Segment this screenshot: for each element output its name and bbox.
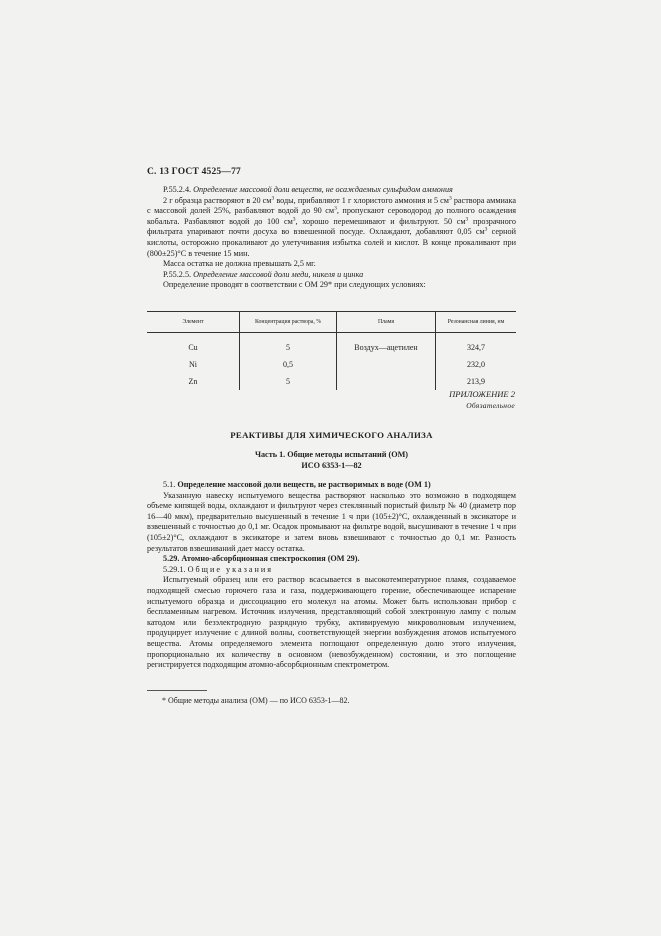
section-p5524 (147, 185, 516, 291)
appendix-title: ПРИЛОЖЕНИЕ 2 (449, 389, 515, 399)
section-529-heading: 5.29. Атомно-абсорбционная спектроскопия (ОМ 29). (163, 554, 360, 564)
section-p5524-body: 2 г образца растворяют в 20 $см^3$ воды, прибавляют 1 г хлористого аммония и 5 $см^3$ раствора аммиака с массовой долей 25%, разбавляют водой до 90 $см^3$, пропускают сероводород до полного осаждения кобальта. Разбавляют водой до 100 $см^3$, хорошо перемешивают и фильтруют. 50 $см^3$ прозрачного фильтрата упаривают почти досуха во взвешенной посуде. Охлаждают, добавляют 0,05 $см^3$ серной кислоты, осторожно прокаливают до улетучивания избытка солей и кислот. В конце прокаливают при (800±25)°С в течение 15 мин. (147, 194, 517, 258)
table-row (147, 356, 516, 373)
footnote-divider (147, 690, 207, 691)
cell-line: 232,0 (436, 356, 517, 373)
footnote: * Общие методы анализа (ОМ) — по ИСО 6353-1—82. (162, 696, 350, 705)
conditions-table (147, 311, 516, 390)
table-row (147, 333, 516, 357)
page-header: С. 13 ГОСТ 4525—77 (147, 167, 241, 177)
cell-line: 324,7 (436, 333, 517, 357)
main-title: РЕАКТИВЫ ДЛЯ ХИМИЧЕСКОГО АНАЛИЗА (230, 430, 433, 440)
section-p5525-body: Определение проводят в соответствии с ОМ 29* при следующих условиях: (163, 280, 426, 290)
column-header-line: Резонансная линия, нм (436, 312, 517, 333)
section-5291-body: Испытуемый образец или его раствор всасывается в высокотемпературное пламя, создаваемое подходящей смесью горючего газа и газа, поддерживающего горение, обеспечивающее испарение испытуемого образца и диссоциацию его молекул на атомы. Может быть использован прибор с беспламенным нагревом. Источник излучения, представляющий собой электронную лампу с полым катодом или безэлектродную разрядную трубку, активируемую микроволновым излучением, продуцирует излучение с длиной волны, соответствующей энергии возбуждения атомов испытуемого вещества. Атомы определяемого элемента поглощают определенную долю этого излучения, пропорционально их количеству в основном (невозбужденном) состоянии, и это поглощение регистрируется подходящим атомно-абсорбционным спектрометром. (147, 575, 516, 670)
section-5291-heading: 5.29.1. Общие указания (163, 564, 273, 574)
column-header-flame: Пламя (337, 312, 436, 333)
part-title: Часть 1. Общие методы испытаний (ОМ) ИСО 6353-1—82 (254, 450, 409, 470)
section-p5525-heading: Р.55.2.5. Определение массовой доли меди, никеля и цинка (163, 269, 364, 279)
section-51 (147, 480, 516, 671)
section-51-heading: 5.1. Определение массовой доли веществ, не растворимых в воде (ОМ 1) (163, 480, 431, 489)
table-header-row (147, 312, 516, 333)
mass-limit-line: Масса остатка не должна превышать 2,5 мг. (163, 259, 316, 269)
cell-element: Ni (189, 360, 197, 369)
cell-element: Zn (188, 377, 198, 386)
appendix-label (449, 388, 515, 412)
cell-concentration: 5 (240, 333, 337, 357)
column-header-element: Элемент (147, 312, 240, 333)
cell-flame (337, 356, 436, 373)
column-header-concentration: Концентрация раствора, % (240, 312, 337, 333)
cell-flame (337, 373, 436, 390)
cell-concentration: 5 (240, 373, 337, 390)
cell-flame: Воздух—ацетилен (337, 333, 436, 357)
section-51-body: Указанную навеску испытуемого вещества растворяют насколько это возможно в подходящем объеме кипящей воды, охлаждают и фильтруют через стеклянный пористый фильтр № 40 (диаметр пор 16—40 мкм), предварительно высушенный в течение 1 ч при (105±2)°С, охлажденный в эксикаторе и взвешенный с точностью до 0,1 мг. Осадок промывают на фильтре водой, высушивают в течение 1 ч при (105±2)°С, охлаждают в эксикаторе и затем вновь взвешивают с точностью до 0,1 мг. Разность результатов взвешиваний дает массу остатка. (147, 490, 516, 553)
section-p5524-heading: Р.55.2.4. Определение массовой доли веществ, не осаждаемых сульфидом аммония (163, 185, 453, 194)
cell-line: 213,9 (436, 373, 517, 390)
appendix-subtitle: Обязательное (466, 401, 515, 410)
cell-element: Cu (188, 343, 198, 352)
cell-concentration: 0,5 (240, 356, 337, 373)
